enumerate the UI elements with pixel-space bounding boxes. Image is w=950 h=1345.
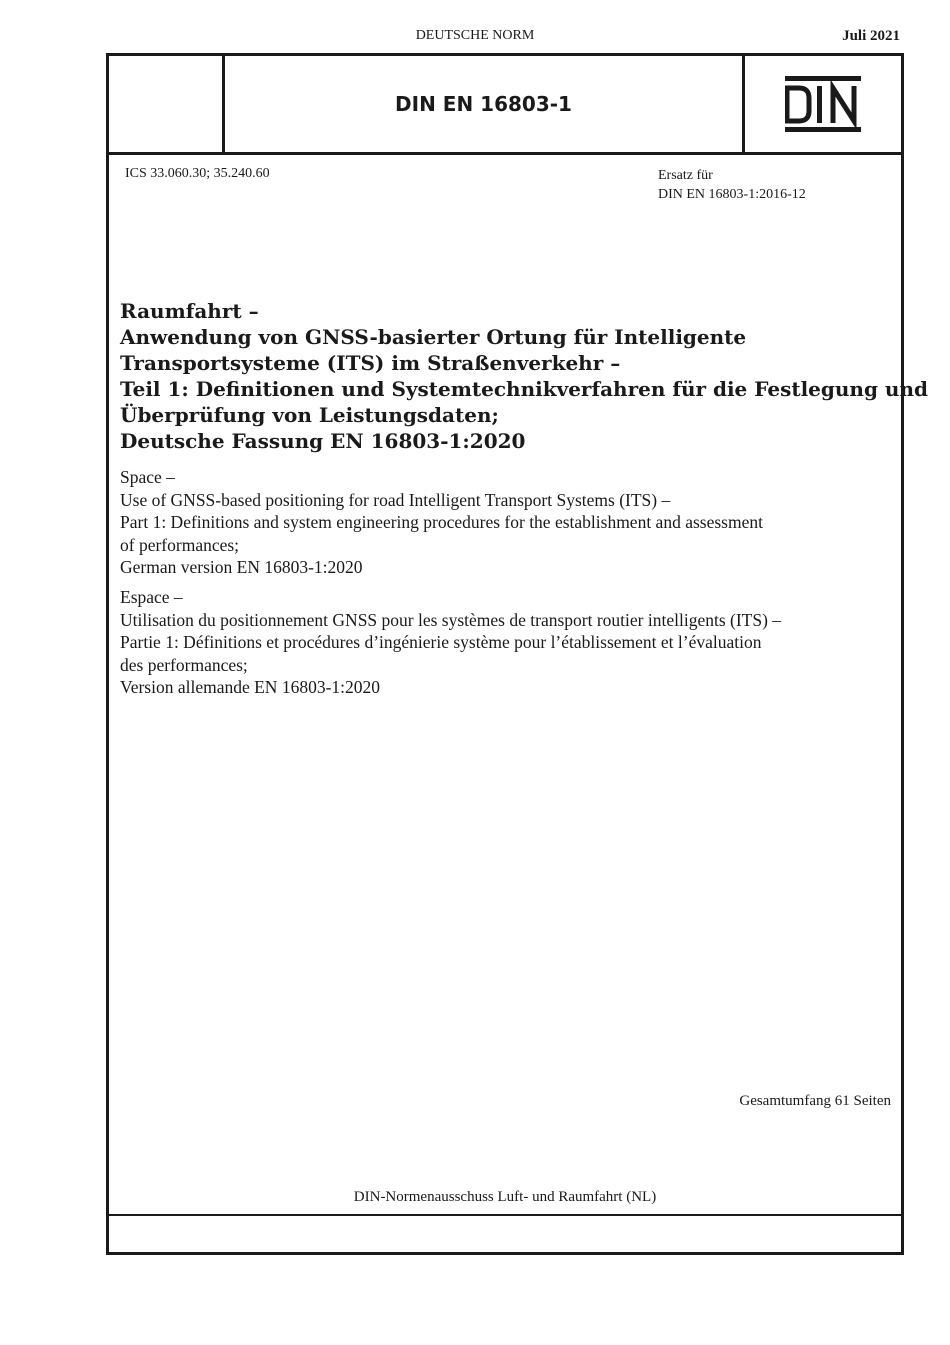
committee-name: DIN-Normenausschuss Luft- und Raumfahrt (NL) [353,1189,657,1205]
title-de-line: Raumfahrt – [120,299,259,323]
title-en-line: Space – [120,467,175,487]
doc-number-cell [225,56,745,152]
title-de-line: Überprüfung von Leistungsdaten; [120,403,499,427]
title-de-line: Transportsysteme (ITS) im Straßenverkehr – [120,351,621,375]
header-empty-cell [109,56,225,152]
title-fr-line: Utilisation du positionnement GNSS pour les systèmes de transport routier intelligents (ITS) – [120,609,782,630]
ics-codes: ICS 33.060.30; 35.240.60 [125,166,270,181]
title-fr-line: des performances; [120,654,248,675]
norm-type-label: DEUTSCHE NORM [415,28,535,43]
title-german [120,298,928,454]
header-row [109,56,901,155]
title-de-line: Anwendung von GNSS-basierter Ortung für Intelligente [120,325,747,349]
replaces-block [658,166,806,204]
din-logo [745,56,901,152]
committee-row [109,1182,901,1216]
replaces-document: DIN EN 16803-1:2016-12 [658,187,806,202]
document-number: DIN EN 16803-1 [395,92,572,116]
title-fr-line: Partie 1: Définitions et procédures d’ingénierie système pour l’établissement et l’évaluation [120,632,762,652]
title-en-line: Part 1: Definitions and system engineering procedures for the establishment and assessment [120,512,763,532]
publication-date: Juli 2021 [842,28,900,44]
title-english [120,466,895,579]
din-logo-icon [785,76,861,132]
title-de-line: Teil 1: Definitionen und Systemtechnikverfahren für die Festlegung und [120,377,928,401]
title-de-line: Deutsche Fassung EN 16803-1:2020 [120,429,526,453]
replaces-label: Ersatz für [658,168,713,183]
title-french [120,586,895,699]
title-en-line: German version EN 16803-1:2020 [120,557,363,577]
title-fr-line: Version allemande EN 16803-1:2020 [120,677,381,697]
title-en-line: Use of GNSS-based positioning for road Intelligent Transport Systems (ITS) – [120,489,671,510]
cover-frame [106,53,928,1255]
title-en-line: of performances; [120,534,240,555]
total-pages: Gesamtumfang 61 Seiten [739,1093,891,1109]
title-fr-line: Espace – [120,587,183,607]
